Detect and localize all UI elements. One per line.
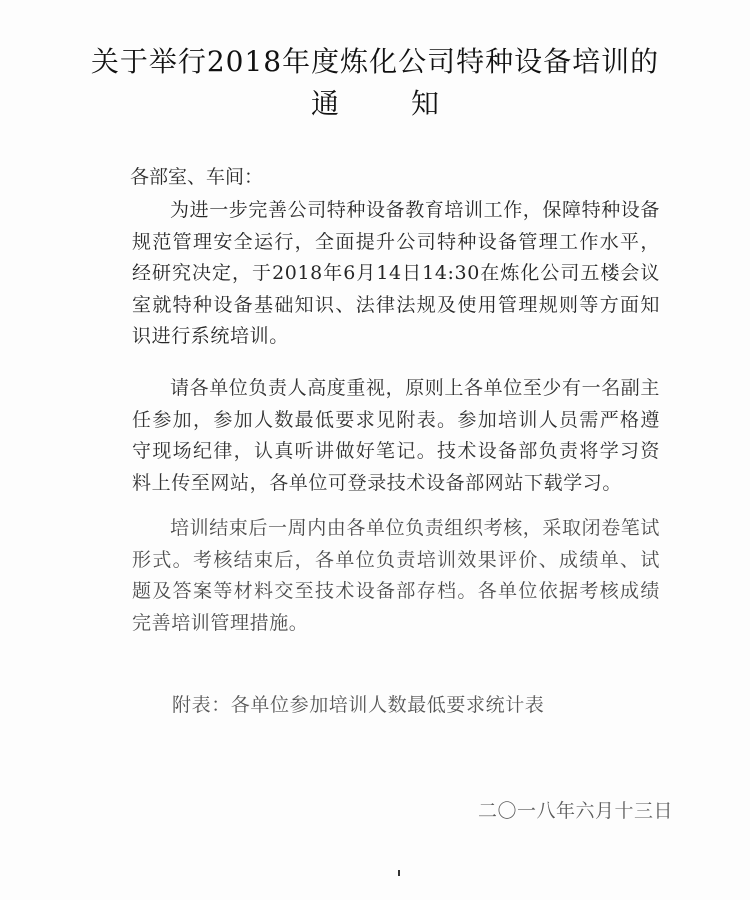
title-char-zhi: 知 — [411, 87, 440, 120]
paragraph-3: 培训结束后一周内由各单位负责组织考核，采取闭卷笔试形式。考核结束后，各单位负责培训效果评价、成绩单、试题及答案等材料交至技术设备部存档。各单位依据考核成绩完善培训管理措施。 — [132, 517, 661, 634]
greeting: 各部室、车间： — [130, 166, 264, 188]
title-char-tong: 通 — [310, 87, 339, 120]
issue-date: 二〇一八年六月十三日 — [478, 800, 674, 822]
scan-mark — [398, 870, 400, 876]
notice-title-line1: 关于举行2018年度炼化公司特种设备培训的 — [90, 45, 660, 78]
notice-title-line2 — [0, 82, 750, 122]
paragraph-1: 为进一步完善公司特种设备教育培训工作，保障特种设备规范管理安全运行，全面提升公司特种设备管理工作水平，经研究决定，于2018年6月14日14:30在炼化公司五楼会议室就特种设备基础知识、法律法规及使用管理规则等方面知识进行系统培训。 — [132, 199, 661, 347]
attachment-note: 附表：各单位参加培训人数最低要求统计表 — [172, 694, 545, 716]
paragraph-2: 请各单位负责人高度重视，原则上各单位至少有一名副主任参加，参加人数最低要求见附表。参加培训人员需严格遵守现场纪律，认真听讲做好笔记。技术设备部负责将学习资料上传至网站，各单位可登录技术设备部网站下载学习。 — [132, 377, 661, 494]
